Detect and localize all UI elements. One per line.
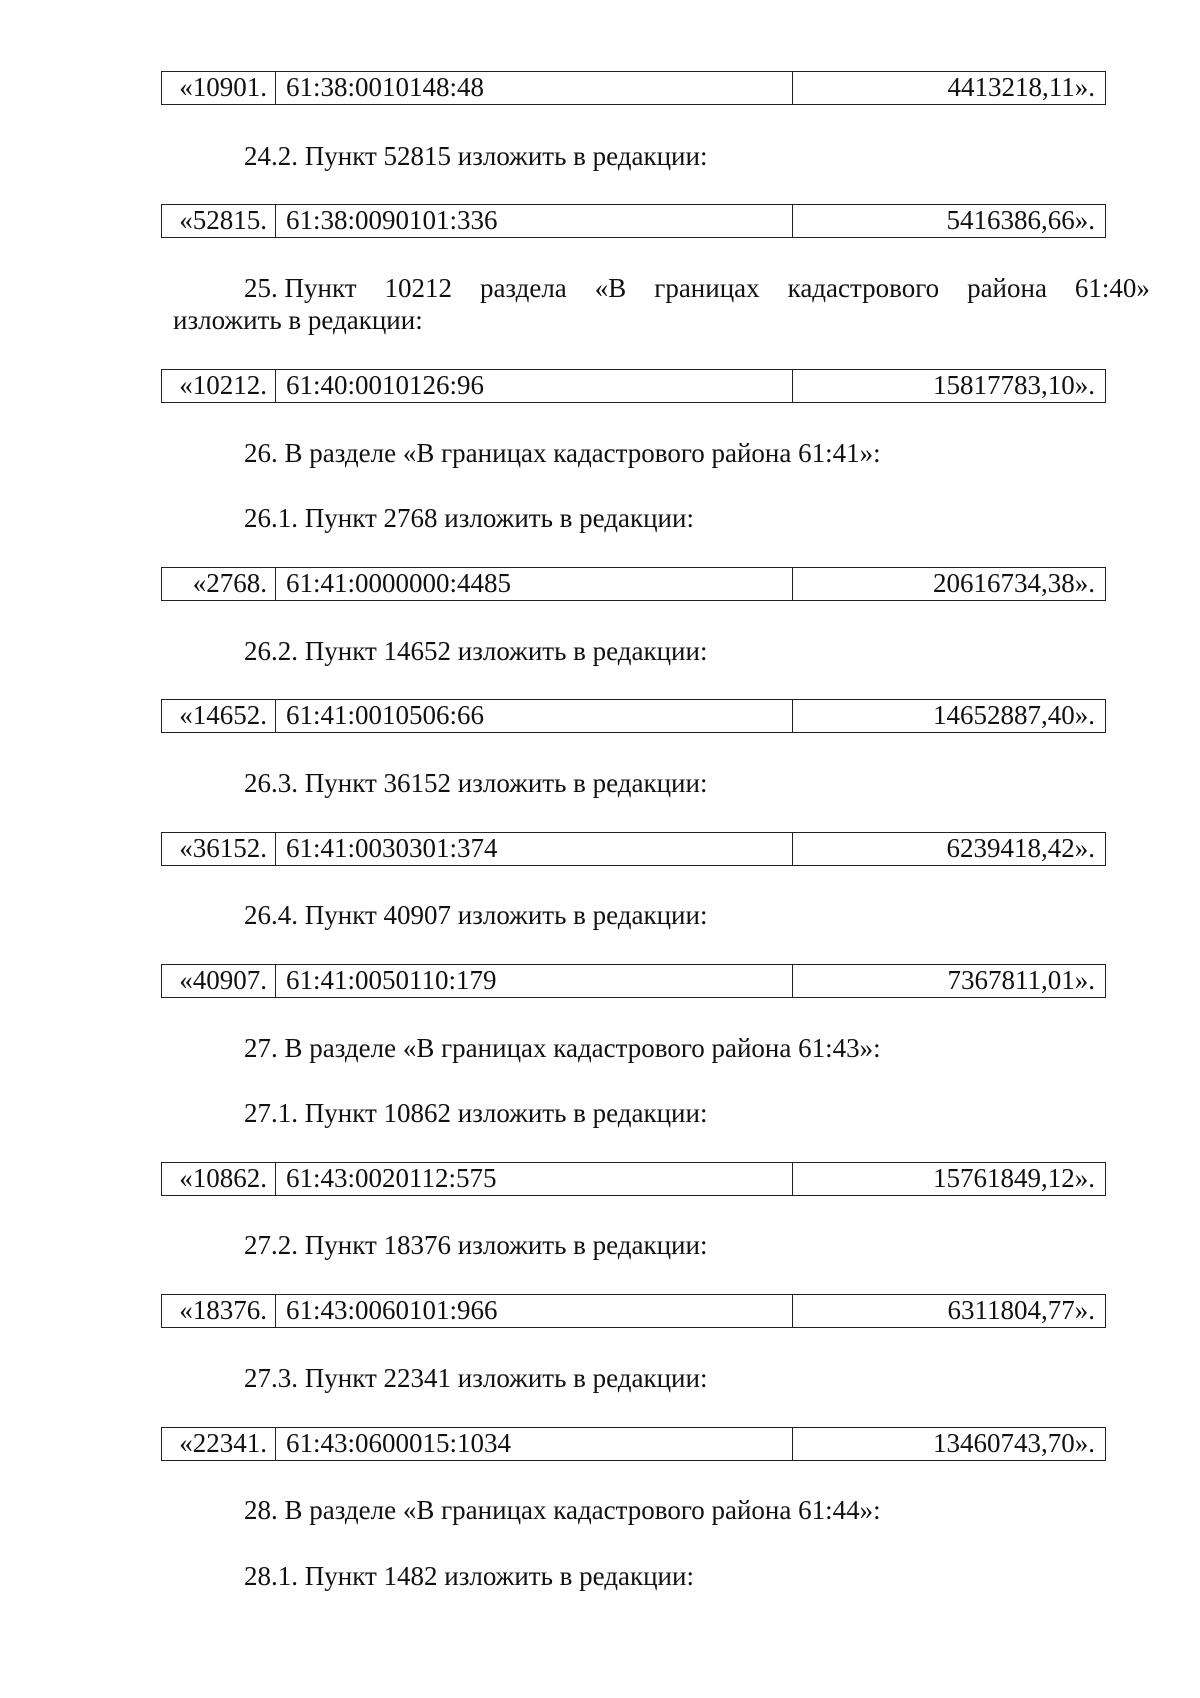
value-cell: 7367811,01». <box>947 965 1095 995</box>
paragraph-24-2: 24.2. Пункт 52815 изложить в редакции: <box>244 141 708 171</box>
paragraph-27-2: 27.2. Пункт 18376 изложить в редакции: <box>244 1230 708 1260</box>
cadastral-number-cell: 61:43:0060101:966 <box>276 1295 793 1327</box>
paragraph-25 <box>173 272 1150 336</box>
paragraph-26-1: 26.1. Пункт 2768 изложить в редакции: <box>244 503 694 533</box>
table-row <box>161 699 1106 733</box>
table-row <box>161 832 1106 866</box>
paragraph-26-2: 26.2. Пункт 14652 изложить в редакции: <box>244 636 708 666</box>
value-cell: 6239418,42». <box>946 833 1095 863</box>
paragraph-27: 27. В разделе «В границах кадастрового района 61:43»: <box>244 1033 881 1063</box>
value-cell: 4413218,11». <box>947 72 1095 102</box>
value-cell: 14652887,40». <box>933 700 1095 730</box>
word: 61:40» <box>1074 273 1150 303</box>
table-row <box>161 567 1106 601</box>
cadastral-number-cell: 61:40:0010126:96 <box>276 370 793 402</box>
item-number-cell: «10212. <box>162 370 276 402</box>
paragraph-26-4: 26.4. Пункт 40907 изложить в редакции: <box>244 900 708 930</box>
paragraph-26: 26. В разделе «В границах кадастрового района 61:41»: <box>244 438 881 468</box>
value-cell: 6311804,77». <box>947 1295 1095 1325</box>
cadastral-number-cell: 61:41:0000000:4485 <box>276 568 793 600</box>
item-number-cell: «52815. <box>162 205 276 237</box>
word: «В <box>594 273 627 303</box>
item-number-cell: «14652. <box>162 700 276 732</box>
paragraph-25-line1 <box>173 272 1150 304</box>
item-number-cell: «40907. <box>162 965 276 997</box>
cadastral-number-cell: 61:41:0030301:374 <box>276 833 793 865</box>
paragraph-28: 28. В разделе «В границах кадастрового района 61:44»: <box>244 1495 881 1525</box>
item-number-cell: «10901. <box>162 72 276 104</box>
table-row <box>161 1162 1106 1196</box>
table-row <box>161 964 1106 998</box>
cadastral-number-cell: 61:41:0050110:179 <box>276 965 793 997</box>
item-number-cell: «10862. <box>162 1163 276 1195</box>
word: 10212 <box>384 273 452 303</box>
cadastral-number-cell: 61:38:0090101:336 <box>276 205 793 237</box>
value-cell: 20616734,38». <box>933 568 1095 598</box>
word: 25. Пункт <box>244 273 357 303</box>
value-cell: 15817783,10». <box>933 370 1095 400</box>
cadastral-number-cell: 61:43:0020112:575 <box>276 1163 793 1195</box>
paragraph-26-3: 26.3. Пункт 36152 изложить в редакции: <box>244 768 708 798</box>
word: района <box>967 273 1047 303</box>
value-cell: 5416386,66». <box>946 205 1095 235</box>
paragraph-27-3: 27.3. Пункт 22341 изложить в редакции: <box>244 1363 708 1393</box>
value-cell: 15761849,12». <box>933 1163 1095 1193</box>
item-number-cell: «36152. <box>162 833 276 865</box>
word: раздела <box>479 273 567 303</box>
item-number-cell: «18376. <box>162 1295 276 1327</box>
paragraph-27-1: 27.1. Пункт 10862 изложить в редакции: <box>244 1098 708 1128</box>
word: границах <box>654 273 760 303</box>
value-cell: 13460743,70». <box>933 1428 1095 1458</box>
table-row <box>161 204 1106 238</box>
paragraph-25-line2: изложить в редакции: <box>173 305 423 335</box>
item-number-cell: «2768. <box>162 568 276 600</box>
table-row <box>161 71 1106 105</box>
table-row <box>161 1294 1106 1328</box>
word: кадастрового <box>787 273 940 303</box>
table-row <box>161 369 1106 403</box>
paragraph-28-1: 28.1. Пункт 1482 изложить в редакции: <box>244 1561 694 1591</box>
cadastral-number-cell: 61:38:0010148:48 <box>276 72 793 104</box>
table-row <box>161 1427 1106 1461</box>
cadastral-number-cell: 61:43:0600015:1034 <box>276 1428 793 1460</box>
cadastral-number-cell: 61:41:0010506:66 <box>276 700 793 732</box>
item-number-cell: «22341. <box>162 1428 276 1460</box>
